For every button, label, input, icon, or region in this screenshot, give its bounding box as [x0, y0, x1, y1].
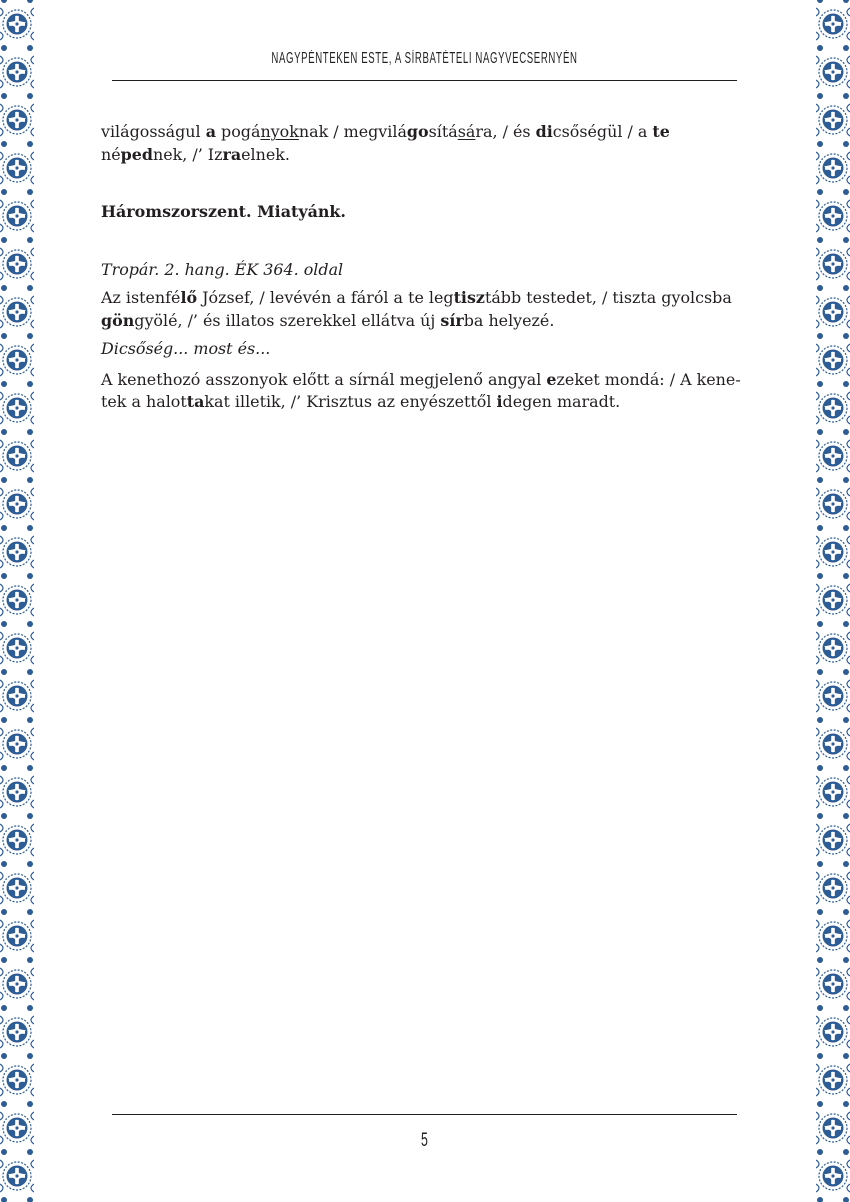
header-rule [112, 80, 737, 81]
border-pattern [816, 0, 850, 1202]
border-pattern [0, 0, 34, 1202]
canticle-ending-paragraph: világosságul a pogányoknak / megvilágosítására, / és dicsőségül / a te népednek, /’ Izraelnek. [101, 122, 670, 164]
closing-paragraph: A kenethozó asszonyok előtt a sírnál megjelenő angyal ezeket mondá: / A kene- tek a halottakat illetik, /’ Krisztus az enyészettől idegen maradt. [101, 369, 741, 411]
running-head: NAGYPÉNTEKEN ESTE, A SÍRBATÉTELI NAGYVECSERNYÉN [271, 50, 578, 67]
right-ornamental-border [816, 0, 850, 1202]
section-heading: Háromszorszent. Miatyánk. [101, 202, 346, 221]
footer-rule [112, 1114, 737, 1115]
doxology-rubric: Dicsőség... most és... [101, 339, 271, 358]
left-ornamental-border [0, 0, 34, 1202]
page-number: 5 [421, 1130, 428, 1151]
page-content [101, 121, 749, 414]
tropar-rubric: Tropár. 2. hang. ÉK 364. oldal [101, 259, 344, 279]
tropar-text: Az istenfélő József, / levévén a fáról a te legtisztább testedet, / tiszta gyolcsba göngyölé, /’ és illatos szerekkel ellátva új sírba helyezé. [101, 288, 732, 330]
